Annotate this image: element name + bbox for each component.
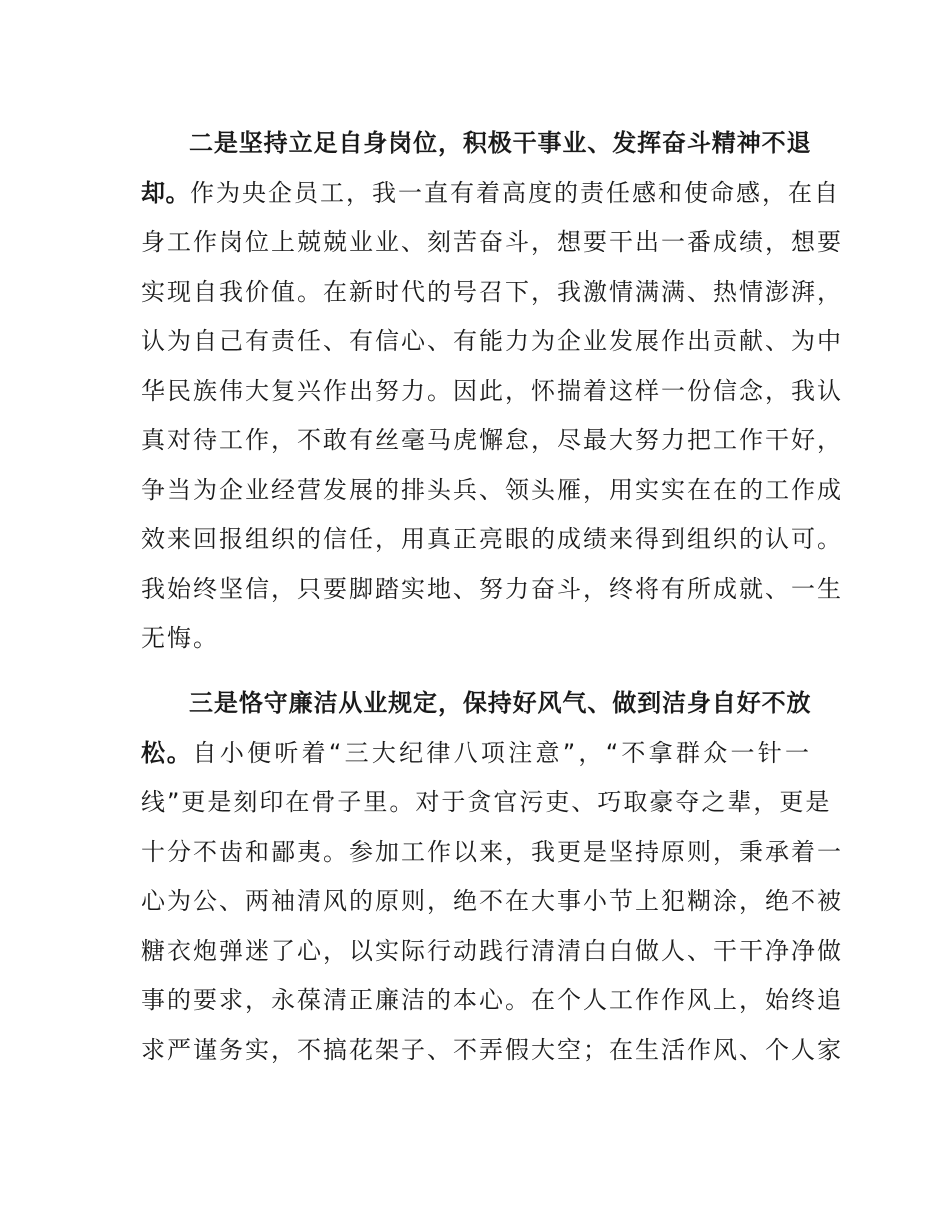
paragraph-line bbox=[141, 832, 843, 872]
paragraph-text: 自小便听着“三大纪律八项注意”，“不拿群众一针一 bbox=[192, 739, 811, 767]
paragraph-line bbox=[189, 683, 811, 723]
paragraph-line bbox=[141, 1030, 843, 1070]
paragraph-line bbox=[141, 569, 843, 609]
paragraph-line bbox=[141, 931, 843, 971]
paragraph-text: 我始终坚信，只要脚踏实地、努力奋斗，终将有所成就、一生 bbox=[141, 575, 843, 603]
paragraph-line bbox=[141, 222, 843, 262]
paragraph-heading: 二是坚持立足自身岗位，积极干事业、发挥奋斗精神不退 bbox=[189, 129, 811, 157]
paragraph-text: 线”更是刻印在骨子里。对于贪官污吏、巧取豪夺之辈，更是 bbox=[141, 788, 832, 816]
paragraph-text: 身工作岗位上兢兢业业、刻苦奋斗，想要干出一番成绩，想要 bbox=[141, 228, 843, 256]
paragraph-heading: 却。 bbox=[141, 179, 190, 207]
paragraph-line bbox=[141, 519, 843, 559]
paragraph-heading: 三是恪守廉洁从业规定，保持好风气、做到洁身自好不放 bbox=[189, 689, 811, 717]
paragraph-line bbox=[141, 420, 843, 460]
paragraph-line bbox=[141, 371, 843, 411]
paragraph-text: 事的要求，永葆清正廉洁的本心。在个人工作作风上，始终追 bbox=[141, 986, 843, 1014]
paragraph-text: 华民族伟大复兴作出努力。因此，怀揣着这样一份信念，我认 bbox=[141, 377, 843, 405]
paragraph-line bbox=[141, 618, 811, 658]
paragraph-text: 无悔。 bbox=[141, 624, 219, 652]
paragraph-line bbox=[141, 470, 843, 510]
paragraph-text: 求严谨务实，不搞花架子、不弄假大空；在生活作风、个人家 bbox=[141, 1036, 843, 1064]
paragraph-text: 作为央企员工，我一直有着高度的责任感和使命感，在自 bbox=[190, 179, 840, 207]
paragraph-text: 认为自己有责任、有信心、有能力为企业发展作出贡献、为中 bbox=[141, 327, 843, 355]
paragraph-line bbox=[141, 881, 843, 921]
paragraph-line bbox=[141, 782, 832, 822]
paragraph-line bbox=[141, 733, 811, 773]
paragraph-text: 心为公、两袖清风的原则，绝不在大事小节上犯糊涂，绝不被 bbox=[141, 887, 843, 915]
paragraph-line bbox=[141, 272, 843, 312]
paragraph-text: 效来回报组织的信任，用真正亮眼的成绩来得到组织的认可。 bbox=[141, 525, 843, 553]
paragraph-line bbox=[141, 980, 843, 1020]
paragraph-line bbox=[189, 123, 811, 163]
paragraph-text: 实现自我价值。在新时代的号召下，我激情满满、热情澎湃， bbox=[141, 278, 843, 306]
paragraph-line bbox=[141, 321, 843, 361]
paragraph-heading: 松。 bbox=[141, 739, 193, 767]
paragraph-text: 争当为企业经营发展的排头兵、领头雁，用实实在在的工作成 bbox=[141, 476, 843, 504]
paragraph-text: 糖衣炮弹迷了心，以实际行动践行清清白白做人、干干净净做 bbox=[141, 937, 843, 965]
paragraph-line bbox=[141, 173, 840, 213]
paragraph-text: 十分不齿和鄙夷。参加工作以来，我更是坚持原则，秉承着一 bbox=[141, 838, 843, 866]
paragraph-text: 真对待工作，不敢有丝毫马虎懈怠，尽最大努力把工作干好， bbox=[141, 426, 843, 454]
